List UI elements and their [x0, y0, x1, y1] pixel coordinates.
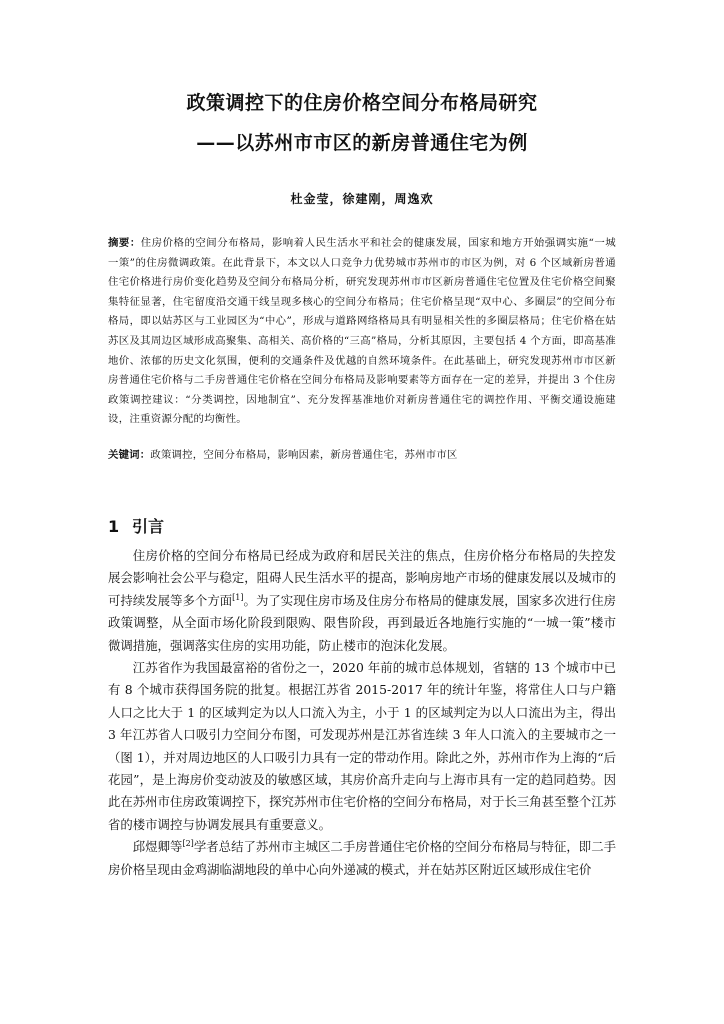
keywords — [108, 446, 616, 465]
abstract-text: 住房价格的空间分布格局，影响着人民生活水平和社会的健康发展，国家和地方开始强调实施“一城一策”的住房微调政策。在此背景下，本文以人口竞争力优势城市苏州市的市区为例，对 6 个区域新房普通住宅价格进行房价变化趋势及空间分布格局分析，研究发现苏州市市区新房普通住宅位置及住宅价格空间聚集特征显著，住宅留度沿交通干线呈现多核心的空间分布格局；住宅价格呈现“双中心、多圈层”的空间分布格局，即以姑苏区与工业园区为“中心”，形成与道路网络格局具有明显相关性的多圈层格局；住宅价格在姑苏区及其周边区域形成高聚集、高相关、高价格的“三高”格局，分析其原因，主要包括 4 个方面，即高基准地价、浓郁的历史文化氛围，便利的交通条件及优越的自然环境条件。在此基础上，研究发现苏州市市区新房普通住宅价格与二手房普通住宅价格在空间分布格局及影响要素等方面存在一定的差异，并提出 3 个住房政策调控建议：“分类调控，因地制宜”、充分发挥基准地价对新房普通住宅的调控作用、平衡交通设施建设，注重资源分配的均衡性。 — [108, 237, 616, 426]
paragraph — [108, 836, 616, 881]
paragraph: 江苏省作为我国最富裕的省份之一，2020 年前的城市总体规划，省辖的 13 个城市中已有 8 个城市获得国务院的批复。根据江苏省 2015-2017 年的统计年鉴，将常住人口与户籍人口之比大于 1 的区域判定为以人口流入为主，小于 1 的区域判定为以人口流出为主，得出 3 年江苏省人口吸引力空间分布图，可发现苏州是江苏省连续 3 年人口流入的主要城市之一（图 1），并对周边地区的人口吸引力具有一定的带动作用。除此之外，苏州市作为上海的“后花园”，是上海房价变动波及的敏感区域，其房价高升走向与上海市具有一定的趋同趋势。因此在苏州市住房政策调控下，探究苏州市住宅价格的空间分布格局，对于长三角甚至整个江苏省的楼市调控与协调发展具有重要意义。 — [108, 660, 617, 832]
keywords-label: 关键词： — [108, 449, 151, 461]
section-body — [108, 545, 616, 881]
abstract-label: 摘要： — [108, 237, 141, 249]
abstract — [108, 234, 616, 430]
author-list: 杜金莹，徐建刚，周逸欢 — [290, 192, 434, 206]
section-number: 1 — [108, 517, 120, 536]
paragraph-text: 。为了实现住房市场及住房分布格局的健康发展，国家多次进行住房政策调整，从全面市场化阶段到限购、限售阶段，再到最近各地施行实施的“一城一策”楼市微调措施，强调落实住房的实用功能，防止楼市的泡沫化发展。 — [108, 592, 617, 653]
section-heading — [108, 514, 164, 537]
paper-title: 政策调控下的住房价格空间分布格局研究 — [186, 92, 538, 114]
paragraph-text: 住房价格的空间分布格局已经成为政府和居民关注的焦点，住房价格分布格局的失控发展会影响社会公平与稳定，阻碍人民生活水平的提高，影响房地产市场的健康发展以及城市的可持续发展等多个方面 — [108, 548, 617, 608]
paragraph-text: 邱煜卿等 — [132, 839, 183, 855]
paragraph — [108, 545, 616, 657]
paper-subtitle: ——以苏州市市区的新房普通住宅为例 — [196, 132, 528, 154]
section-title: 引言 — [132, 517, 165, 536]
keywords-text: 政策调控，空间分布格局，影响因素，新房普通住宅，苏州市市区 — [150, 449, 458, 461]
citation: [1] — [232, 592, 244, 602]
citation: [2] — [182, 839, 194, 849]
paragraph-text: 学者总结了苏州市主城区二手房普通住宅价格的空间分布格局与特征，即二手房价格呈现由金鸡湖临湖地段的单中心向外递减的模式，并在姑苏区附近区域形成住宅价 — [108, 839, 617, 877]
